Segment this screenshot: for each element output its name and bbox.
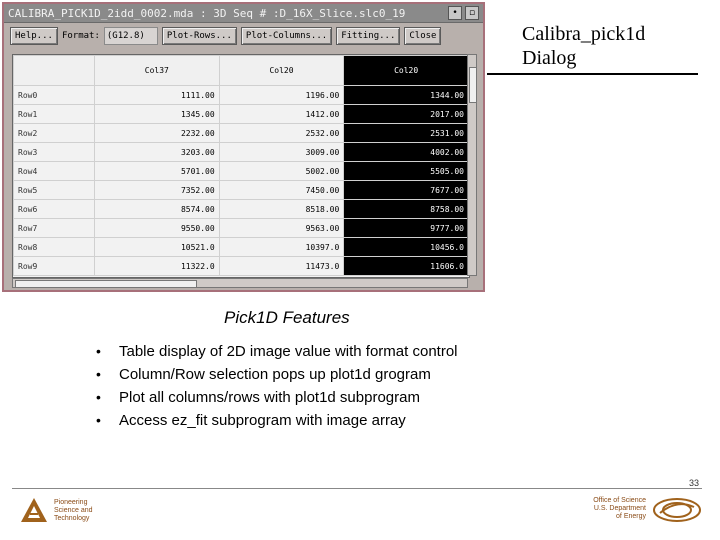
plot-columns-button[interactable]: Plot-Columns... bbox=[241, 27, 332, 45]
footer-right-text bbox=[580, 497, 646, 521]
table-cell[interactable]: 10521.0 bbox=[95, 238, 220, 257]
footer-right-line: Office of Science bbox=[593, 497, 646, 504]
table-cell[interactable]: 2532.00 bbox=[219, 124, 344, 143]
footer-left-line: Technology bbox=[54, 515, 90, 522]
vertical-scroll-thumb[interactable] bbox=[469, 67, 477, 103]
horizontal-scroll-thumb[interactable] bbox=[15, 280, 197, 288]
footer-left-line: Pioneering bbox=[54, 499, 88, 506]
table-cell-selected[interactable]: 5505.00 bbox=[344, 162, 469, 181]
table-cell[interactable]: 9563.00 bbox=[219, 219, 344, 238]
table-header-row bbox=[14, 56, 469, 86]
close-button[interactable]: Close bbox=[404, 27, 441, 45]
column-header[interactable]: Col20 bbox=[219, 56, 344, 86]
page-number: 33 bbox=[688, 478, 699, 488]
toolbar bbox=[4, 23, 483, 49]
table-row bbox=[14, 105, 469, 124]
table-cell-selected[interactable]: 10456.0 bbox=[344, 238, 469, 257]
table-row bbox=[14, 162, 469, 181]
minimize-icon[interactable]: • bbox=[448, 6, 462, 20]
table-cell[interactable]: 1196.00 bbox=[219, 86, 344, 105]
window-titlebar[interactable] bbox=[4, 4, 483, 23]
fitting-button[interactable]: Fitting... bbox=[336, 27, 400, 45]
footer-divider bbox=[12, 488, 702, 489]
column-header[interactable]: Col37 bbox=[95, 56, 220, 86]
table-row bbox=[14, 238, 469, 257]
table-row bbox=[14, 219, 469, 238]
table-cell[interactable]: 11473.0 bbox=[219, 257, 344, 276]
table-row bbox=[14, 124, 469, 143]
row-label[interactable]: Row8 bbox=[14, 238, 95, 257]
list-item bbox=[96, 340, 458, 363]
footer-left-line: Science and bbox=[54, 507, 93, 514]
table-cell[interactable]: 8518.00 bbox=[219, 200, 344, 219]
table-cell[interactable]: 3009.00 bbox=[219, 143, 344, 162]
table-cell[interactable]: 10397.0 bbox=[219, 238, 344, 257]
table-cell-selected[interactable]: 7677.00 bbox=[344, 181, 469, 200]
table-cell-selected[interactable]: 9777.00 bbox=[344, 219, 469, 238]
bullet-icon: • bbox=[96, 343, 101, 359]
row-label[interactable]: Row2 bbox=[14, 124, 95, 143]
row-label[interactable]: Row3 bbox=[14, 143, 95, 162]
table-cell[interactable]: 2232.00 bbox=[95, 124, 220, 143]
table-cell-selected[interactable]: 11606.0 bbox=[344, 257, 469, 276]
table-cell[interactable]: 5002.00 bbox=[219, 162, 344, 181]
list-item bbox=[96, 409, 458, 432]
callout-underline bbox=[487, 73, 698, 75]
format-label: Format: bbox=[61, 31, 100, 41]
list-item bbox=[96, 386, 458, 409]
table-cell[interactable]: 7352.00 bbox=[95, 181, 220, 200]
column-header-selected[interactable]: Col20 bbox=[344, 56, 469, 86]
features-title: Pick1D Features bbox=[224, 308, 350, 327]
table-cell[interactable]: 1111.00 bbox=[95, 86, 220, 105]
maximize-icon[interactable]: ▫ bbox=[465, 6, 479, 20]
table-cell[interactable]: 7450.00 bbox=[219, 181, 344, 200]
row-label[interactable]: Row5 bbox=[14, 181, 95, 200]
features-list bbox=[96, 340, 458, 432]
bullet-icon: • bbox=[96, 389, 101, 405]
corner-cell bbox=[14, 56, 95, 86]
table-cell[interactable]: 1412.00 bbox=[219, 105, 344, 124]
window-title: CALIBRA_PICK1D_2idd_0002.mda : 3D Seq # :D_16X_Slice.slc0_19 bbox=[8, 6, 406, 20]
table-row bbox=[14, 200, 469, 219]
table-row bbox=[14, 143, 469, 162]
table-cell-selected[interactable]: 8758.00 bbox=[344, 200, 469, 219]
callout-line2: Dialog bbox=[522, 47, 577, 69]
table-cell[interactable]: 1345.00 bbox=[95, 105, 220, 124]
doe-logo-icon bbox=[652, 497, 702, 523]
help-button[interactable]: Help... bbox=[10, 27, 58, 45]
row-label[interactable]: Row6 bbox=[14, 200, 95, 219]
footer-right-line: U.S. Department bbox=[593, 505, 646, 512]
plot-rows-button[interactable]: Plot-Rows... bbox=[162, 27, 237, 45]
table-cell[interactable]: 8574.00 bbox=[95, 200, 220, 219]
bullet-icon: • bbox=[96, 412, 101, 428]
horizontal-scrollbar[interactable] bbox=[12, 278, 468, 288]
row-label[interactable]: Row4 bbox=[14, 162, 95, 181]
table-cell-selected[interactable]: 2017.00 bbox=[344, 105, 469, 124]
table-cell[interactable]: 11322.0 bbox=[95, 257, 220, 276]
table-cell[interactable]: 9550.00 bbox=[95, 219, 220, 238]
table-row bbox=[14, 181, 469, 200]
feature-text: Table display of 2D image value with format control bbox=[119, 343, 458, 360]
feature-text: Access ez_fit subprogram with image array bbox=[119, 412, 406, 429]
value-table[interactable] bbox=[12, 54, 470, 278]
footer-right-line: of Energy bbox=[616, 513, 646, 520]
table-row bbox=[14, 257, 469, 276]
feature-text: Column/Row selection pops up plot1d grogram bbox=[119, 366, 431, 383]
bullet-icon: • bbox=[96, 366, 101, 382]
pick1d-window bbox=[2, 2, 485, 292]
table-row bbox=[14, 86, 469, 105]
footer-left-text bbox=[54, 499, 93, 523]
table-cell[interactable]: 3203.00 bbox=[95, 143, 220, 162]
dialog-callout bbox=[522, 22, 645, 70]
row-label[interactable]: Row0 bbox=[14, 86, 95, 105]
list-item bbox=[96, 363, 458, 386]
argonne-logo-icon bbox=[20, 497, 48, 523]
row-label[interactable]: Row7 bbox=[14, 219, 95, 238]
feature-text: Plot all columns/rows with plot1d subprogram bbox=[119, 389, 420, 406]
vertical-scrollbar[interactable] bbox=[467, 54, 477, 276]
table-cell-selected[interactable]: 2531.00 bbox=[344, 124, 469, 143]
table-cell[interactable]: 5701.00 bbox=[95, 162, 220, 181]
table-cell-selected[interactable]: 1344.00 bbox=[344, 86, 469, 105]
format-field[interactable]: (G12.8) bbox=[104, 27, 158, 45]
row-label[interactable]: Row1 bbox=[14, 105, 95, 124]
row-label[interactable]: Row9 bbox=[14, 257, 95, 276]
table-cell-selected[interactable]: 4002.00 bbox=[344, 143, 469, 162]
callout-line1: Calibra_pick1d bbox=[522, 23, 646, 45]
